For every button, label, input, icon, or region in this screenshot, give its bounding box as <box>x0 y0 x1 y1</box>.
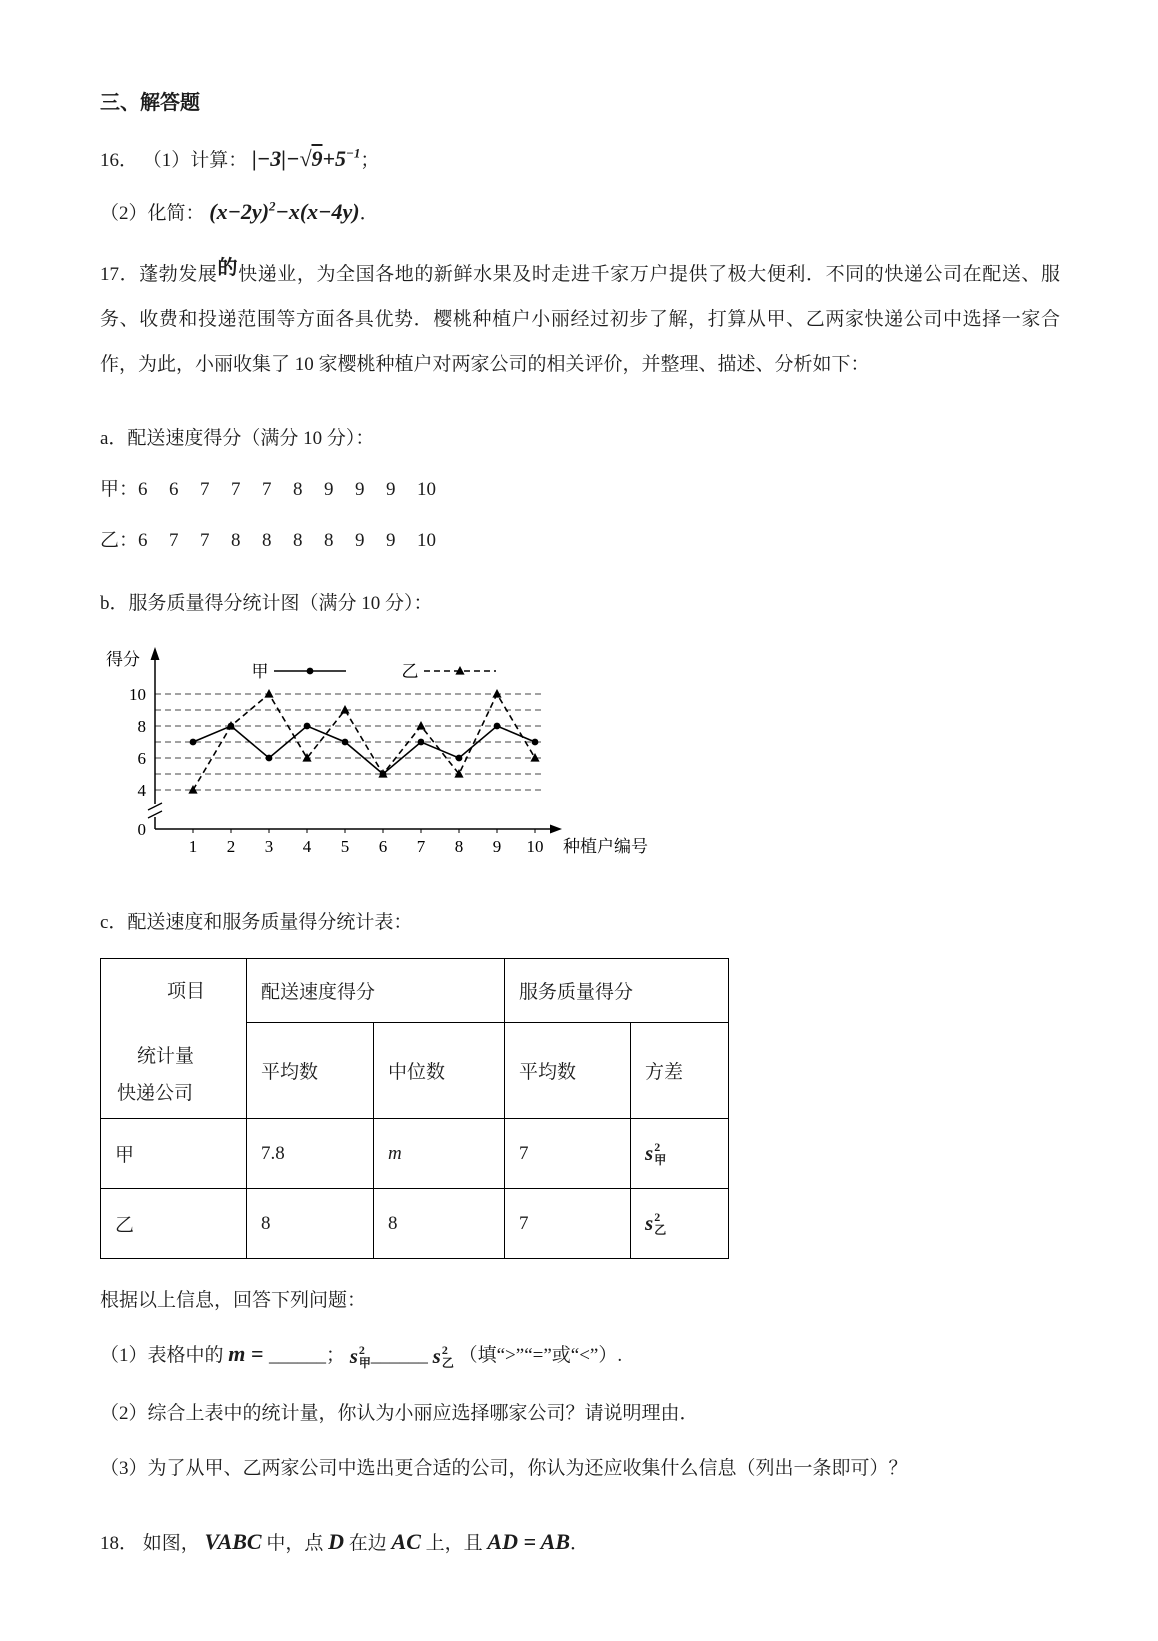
p17-intro-b: 快递业，为全国各地的新鲜水果及时走进千家万户提供了极大便利．不同的快递公司在配送、服务、收费和投递范围等方面各具优势．樱桃种植户小丽经过初步了解，打算从甲、乙两家快递公司中选择一家合作，为此，小丽收集了 10 家樱桃种植户对两家公司的相关评价，并整理、描述、分析如下： <box>100 264 1060 375</box>
variance-subscript: 甲 <box>358 1355 371 1370</box>
sqrt-sign: √ <box>299 146 312 171</box>
service-quality-chart-container <box>100 639 1060 871</box>
binomial-term: (x−2y) <box>209 199 270 224</box>
variance-s: s <box>349 1344 358 1369</box>
item-a-label: a．配送速度得分（满分 10 分）： <box>100 428 375 450</box>
question-2: （2）综合上表中的统计量，你认为小丽应选择哪家公司？请说明理由． <box>100 1402 699 1424</box>
svg-text:8: 8 <box>137 717 146 737</box>
variance-subscript: 乙 <box>441 1355 454 1370</box>
svg-text:5: 5 <box>340 837 350 857</box>
svg-text:4: 4 <box>137 781 146 801</box>
equals-sign: = <box>245 1341 269 1367</box>
corner-label-statistic: 统计量 <box>137 1046 195 1068</box>
problem-17-number: 17． <box>100 264 140 285</box>
q1-prefix: （1）表格中的 <box>100 1345 224 1367</box>
problem-18-number: 18． <box>100 1532 139 1554</box>
p18-mid1: 中，点 <box>266 1532 324 1554</box>
variance-exponent: 2 <box>654 1140 661 1155</box>
item-b-label: b．服务质量得分统计图（满分 10 分）： <box>100 593 433 615</box>
subheader-speed-median: 中位数 <box>374 1023 505 1119</box>
statistics-table <box>100 958 729 1259</box>
row-yi-quality-avg: 7 <box>505 1189 631 1259</box>
p16-formula-2 <box>209 199 359 224</box>
product-term: −x(x−4y) <box>275 199 360 224</box>
svg-text:10: 10 <box>129 685 146 705</box>
p18-end-punct: ． <box>570 1532 590 1554</box>
header-speed-score: 配送速度得分 <box>247 959 505 1023</box>
square-exponent: 2 <box>269 198 276 214</box>
variance-subscript: 甲 <box>654 1152 667 1167</box>
p16-part2-punct: ． <box>359 203 379 224</box>
row-yi-speed-avg: 8 <box>247 1189 374 1259</box>
row-yi-variance <box>631 1189 729 1259</box>
variance-symbol-yi <box>645 1211 666 1236</box>
variance-s: s <box>645 1141 654 1166</box>
abs-term: |−3| <box>252 146 287 171</box>
svg-text:种植户编号: 种植户编号 <box>563 837 648 857</box>
q1-blank-1: ______； <box>268 1345 345 1367</box>
company-yi-label: 乙： <box>100 530 139 552</box>
corner-label-company: 快递公司 <box>117 1083 194 1105</box>
subheader-speed-mean: 平均数 <box>247 1023 374 1119</box>
subheader-quality-variance: 方差 <box>631 1023 729 1119</box>
variance-symbol-jia <box>645 1141 666 1166</box>
section-heading: 三、解答题 <box>100 92 200 114</box>
table-row-jia <box>101 1119 729 1189</box>
speed-scores-jia <box>100 474 1060 501</box>
triangle-abc-symbol: VABC <box>204 1528 262 1554</box>
svg-text:6: 6 <box>137 749 146 769</box>
power-base: 5 <box>335 146 347 171</box>
problem-17-intro <box>100 251 1060 387</box>
problem-16-part1 <box>100 145 1060 172</box>
corner-label-project: 项目 <box>167 981 206 1003</box>
svg-text:7: 7 <box>416 837 426 857</box>
row-jia-speed-median: m <box>374 1119 505 1189</box>
svg-text:4: 4 <box>302 837 312 857</box>
row-yi-company: 乙 <box>101 1189 247 1259</box>
side-ac-symbol: AC <box>391 1528 421 1554</box>
question-1 <box>100 1340 1060 1369</box>
variance-exponent: 2 <box>654 1210 661 1225</box>
svg-text:甲: 甲 <box>251 662 269 682</box>
header-quality-score: 服务质量得分 <box>505 959 729 1023</box>
p18-pre: 如图， <box>142 1532 200 1554</box>
svg-text:0: 0 <box>137 820 146 840</box>
problem-18 <box>100 1528 1060 1555</box>
svg-text:9: 9 <box>492 837 502 857</box>
q1-variance-jia <box>350 1344 371 1369</box>
p18-mid2: 在边 <box>348 1532 387 1554</box>
m-letter: m <box>228 1341 246 1367</box>
p16-part1-punct: ； <box>360 150 380 171</box>
q1-variance-yi <box>433 1344 454 1369</box>
svg-text:6: 6 <box>378 837 388 857</box>
variance-exponent: 2 <box>358 1343 365 1358</box>
sqrt-argument: 9 <box>311 146 323 171</box>
minus-sign: − <box>286 146 300 171</box>
followup-intro: 根据以上信息，回答下列问题： <box>100 1290 367 1312</box>
svg-text:乙: 乙 <box>401 662 419 682</box>
svg-text:8: 8 <box>454 837 464 857</box>
table-row-yi <box>101 1189 729 1259</box>
subheader-quality-mean: 平均数 <box>505 1023 631 1119</box>
problem-16-number: 16． <box>100 150 139 171</box>
plus-sign: + <box>322 146 336 171</box>
svg-text:10: 10 <box>526 837 544 857</box>
power-exponent: −1 <box>346 145 361 161</box>
row-jia-speed-avg: 7.8 <box>247 1119 374 1189</box>
p16-part2-label: （2）化简： <box>100 203 205 224</box>
service-quality-line-chart <box>100 639 740 865</box>
company-jia-label: 甲： <box>100 479 139 501</box>
p17-raised-char: 的 <box>217 257 239 279</box>
p18-mid3: 上，且 <box>425 1532 483 1554</box>
svg-text:1: 1 <box>188 837 198 857</box>
variance-s: s <box>432 1344 441 1369</box>
p17-intro-a: 蓬勃发展 <box>139 264 218 285</box>
variance-exponent: 2 <box>441 1343 448 1358</box>
q1-suffix: （填“>”“=”或“<”）. <box>458 1345 623 1367</box>
problem-16-part2 <box>100 198 1060 225</box>
p16-part1-label: （1）计算： <box>142 150 248 171</box>
yi-speed-values: 6 7 7 8 8 8 8 9 9 10 <box>138 530 437 552</box>
row-jia-variance <box>631 1119 729 1189</box>
svg-text:3: 3 <box>264 837 274 857</box>
q1-blank-2: ______ <box>370 1345 428 1367</box>
q1-m-symbol <box>228 1341 269 1366</box>
variance-s: s <box>645 1211 654 1236</box>
question-3: （3）为了从甲、乙两家公司中选出更合适的公司，你认为还应收集什么信息（列出一条即可）？ <box>100 1457 908 1479</box>
point-d-symbol: D <box>328 1528 344 1554</box>
item-c-label: c．配送速度和服务质量得分统计表： <box>100 912 413 934</box>
speed-scores-yi <box>100 525 1060 552</box>
jia-speed-values: 6 6 7 7 7 8 9 9 9 10 <box>138 479 437 501</box>
row-yi-speed-median: 8 <box>374 1189 505 1259</box>
svg-text:2: 2 <box>226 837 236 857</box>
row-jia-company: 甲 <box>101 1119 247 1189</box>
p16-formula-1 <box>252 146 360 171</box>
row-jia-quality-avg: 7 <box>505 1119 631 1189</box>
svg-text:得分: 得分 <box>106 650 140 670</box>
variance-subscript: 乙 <box>654 1222 667 1237</box>
table-corner-cell <box>101 959 247 1119</box>
ad-equals-ab-symbol: AD = AB <box>487 1528 571 1554</box>
